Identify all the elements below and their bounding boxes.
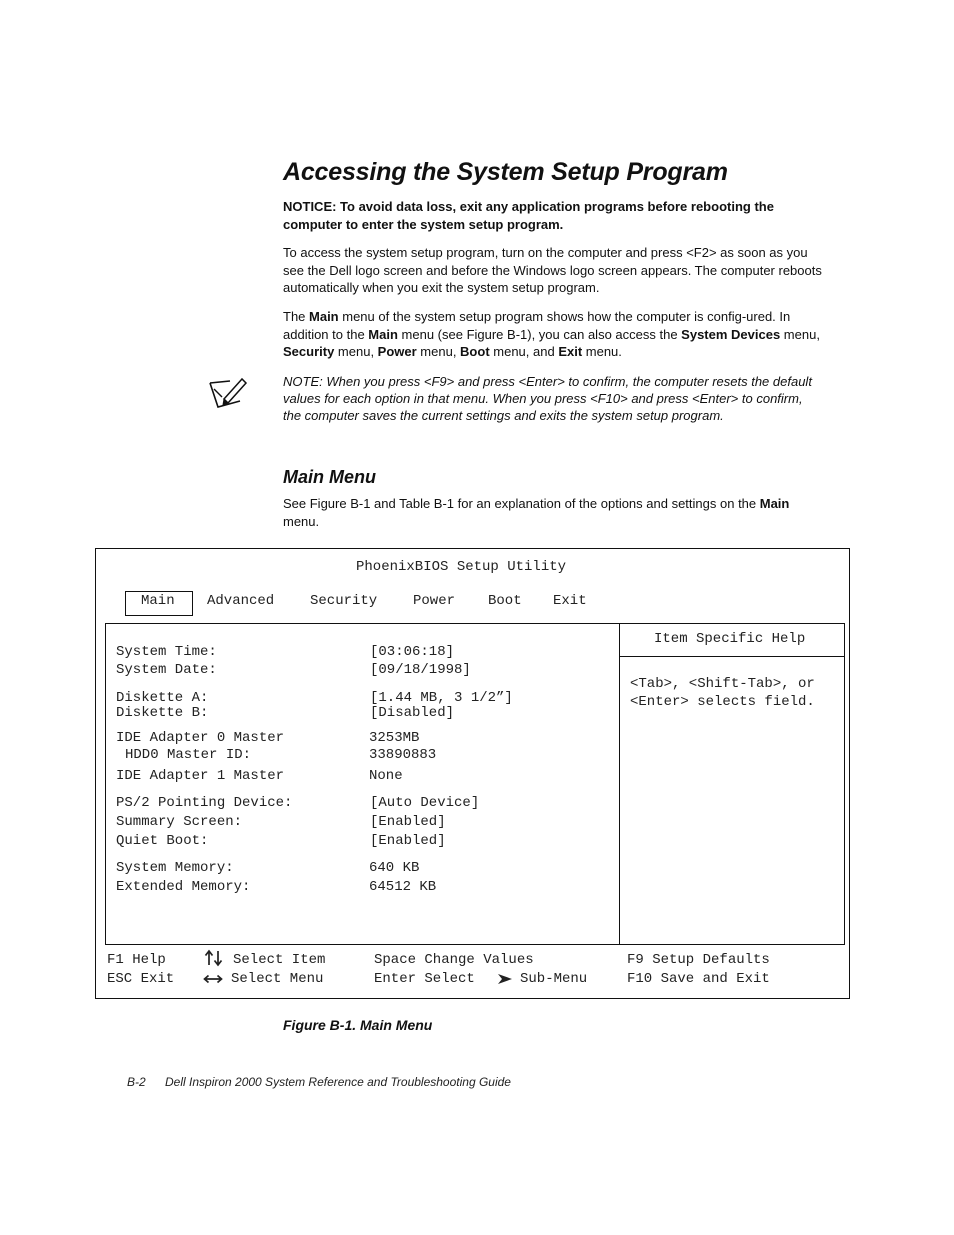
bios-help-panel <box>620 623 845 945</box>
tab-boot[interactable]: Boot <box>488 593 522 609</box>
key-f1-help: F1 Help <box>107 952 166 968</box>
key-esc-exit: ESC Exit <box>107 971 175 987</box>
section-heading-main-menu: Main Menu <box>283 467 376 487</box>
note-text: NOTE: When you press <F9> and press <Enter> to confirm, the computer resets the default values for each option in that menu. When you press <F10> and press <Enter> to confirm, the computer saves the current settings and exits the system setup program. <box>283 374 812 424</box>
help-title: Item Specific Help <box>654 631 806 647</box>
bios-title: PhoenixBIOS Setup Utility <box>356 559 567 575</box>
left-right-arrow-icon <box>203 973 223 985</box>
field-label-quiet-boot: Quiet Boot: <box>116 833 209 849</box>
field-label-extended-memory: Extended Memory: <box>116 879 251 895</box>
field-value-system-memory: 640 KB <box>369 860 420 876</box>
guide-title: Dell Inspiron 2000 System Reference and Troubleshooting Guide <box>165 1075 511 1089</box>
key-select-menu: Select Menu <box>231 971 324 987</box>
key-select-item: Select Item <box>233 952 326 968</box>
field-value-ide-adapter-1: None <box>369 768 403 784</box>
help-divider <box>620 656 844 657</box>
tab-exit[interactable]: Exit <box>553 593 587 609</box>
key-space-change-values: Space Change Values <box>374 952 534 968</box>
tab-power[interactable]: Power <box>413 593 456 609</box>
key-f9-setup-defaults: F9 Setup Defaults <box>627 952 770 968</box>
field-label-system-memory: System Memory: <box>116 860 234 876</box>
field-value-diskette-a[interactable]: [1.44 MB, 3 1/2”] <box>370 690 513 706</box>
page-footer <box>127 1075 511 1089</box>
notice-text: NOTICE: To avoid data loss, exit any application programs before rebooting the computer to enter the system setup program. <box>283 199 774 232</box>
bios-setup-figure <box>95 548 850 999</box>
key-enter-select: Enter Select <box>374 971 475 987</box>
field-value-ps2-pointing[interactable]: [Auto Device] <box>370 795 480 811</box>
help-line-2: <Enter> selects field. <box>630 694 815 710</box>
field-label-ps2-pointing: PS/2 Pointing Device: <box>116 795 293 811</box>
field-label-system-time: System Time: <box>116 644 217 660</box>
page-number: B-2 <box>127 1075 146 1089</box>
field-value-quiet-boot[interactable]: [Enabled] <box>370 833 446 849</box>
field-label-diskette-a: Diskette A: <box>116 690 209 706</box>
figure-caption: Figure B-1. Main Menu <box>283 1017 433 1033</box>
tab-main[interactable]: Main <box>141 593 175 609</box>
field-value-ide-adapter-0: 3253MB <box>369 730 420 746</box>
field-value-system-date[interactable]: [09/18/1998] <box>370 662 471 678</box>
help-line-1: <Tab>, <Shift-Tab>, or <box>630 676 815 692</box>
field-value-system-time[interactable]: [03:06:18] <box>370 644 455 660</box>
field-label-hdd0-master-id: HDD0 Master ID: <box>125 747 252 763</box>
paragraph-main-menu-desc: The Main menu of the system setup program shows how the computer is config-ured. In addition to the Main menu (see Figure B-1), you can also access the System Devices menu, Security menu, Power menu, Boot menu, and Exit menu. <box>283 309 820 359</box>
key-submenu: Sub-Menu <box>520 971 588 987</box>
field-label-ide-adapter-0: IDE Adapter 0 Master <box>116 730 285 746</box>
key-f10-save-exit: F10 Save and Exit <box>627 971 770 987</box>
paragraph-see-figure: See Figure B-1 and Table B-1 for an explanation of the options and settings on the Main menu. <box>283 496 790 529</box>
note-pencil-icon <box>208 375 248 413</box>
field-label-diskette-b: Diskette B: <box>116 705 209 721</box>
submenu-arrow-icon <box>497 973 513 985</box>
field-value-summary-screen[interactable]: [Enabled] <box>370 814 446 830</box>
page-heading: Accessing the System Setup Program <box>283 158 728 186</box>
field-label-summary-screen: Summary Screen: <box>116 814 243 830</box>
paragraph-access: To access the system setup program, turn on the computer and press <F2> as soon as you see the Dell logo screen and before the Windows logo screen appears. The computer reboots automatically when you exit the system setup program. <box>283 245 822 295</box>
field-value-hdd0-master-id: 33890883 <box>369 747 437 763</box>
up-down-arrows-icon <box>204 949 224 967</box>
field-label-system-date: System Date: <box>116 662 217 678</box>
field-value-extended-memory: 64512 KB <box>369 879 437 895</box>
tab-security[interactable]: Security <box>310 593 378 609</box>
tab-advanced[interactable]: Advanced <box>207 593 275 609</box>
field-label-ide-adapter-1: IDE Adapter 1 Master <box>116 768 285 784</box>
field-value-diskette-b[interactable]: [Disabled] <box>370 705 455 721</box>
